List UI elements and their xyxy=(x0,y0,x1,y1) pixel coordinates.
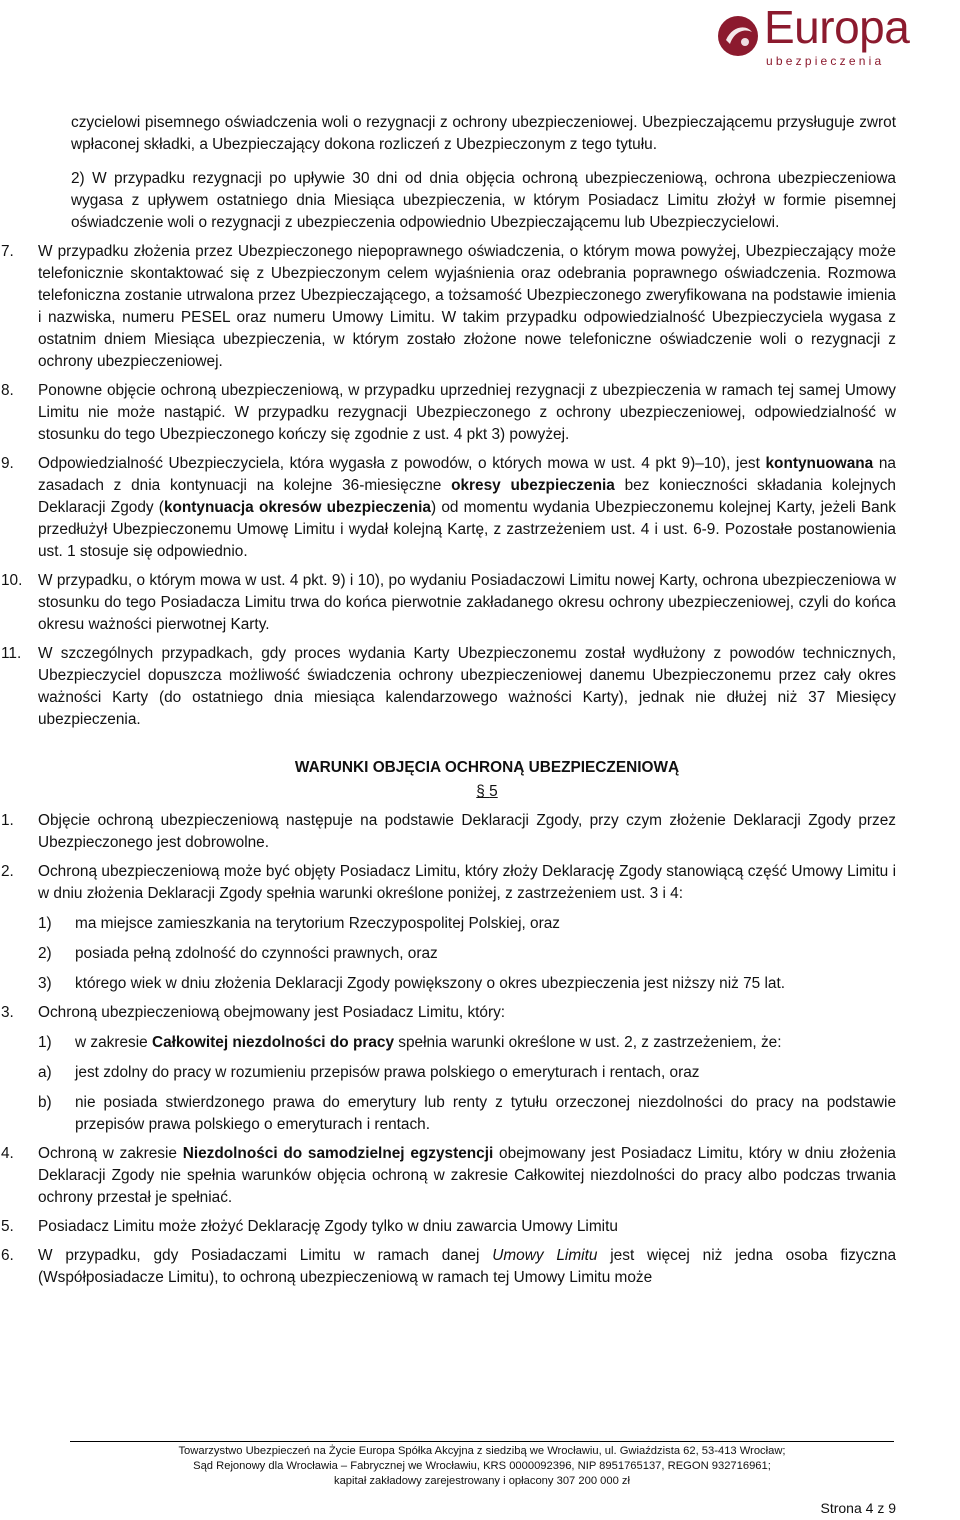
clause-10: 10. W przypadku, o którym mowa w ust. 4 pkt. 9) i 10), po wydaniu Posiadaczowi Limitu nowej Karty, ochrona ubezpieczeniowa w stosunku do tego Posiadacza Limitu trwa do końca pierwotnie zakładanego okresu ochrony ubezpieczeniowej, czyli do końca okresu ważności pierwotnej Karty. xyxy=(1,572,896,633)
footer-divider xyxy=(70,1441,894,1442)
paragraph-intro: czycielowi pisemnego oświadczenia woli o rezygnacji z ochrony ubezpieczeniowej. Ubezpieczającemu przysługuje zwrot wpłaconej składki, a Ubezpieczający dokona rozliczeń z Ubezpieczonym z tego tytułu. xyxy=(71,114,896,153)
list-item: 1) w zakresie Całkowitej niezdolności do pracy spełnia warunki określone w ust. 2, z zastrzeżeniem, że: xyxy=(38,1034,782,1051)
list-item: 3) którego wiek w dniu złożenia Deklaracji Zgody powiększony o okres ubezpieczenia jest niższy niż 75 lat. xyxy=(38,975,786,992)
list-item: b) nie posiada stwierdzonego prawa do emerytury lub renty z tytułu orzeczonej niezdolności do pracy na podstawie przepisów prawa polskiego o emeryturach i rentach. xyxy=(38,1094,896,1133)
clause-number: 8. xyxy=(1,382,14,399)
list-item: 2) posiada pełną zdolność do czynności prawnych, oraz xyxy=(38,945,438,962)
section-clause-3: 3. Ochroną ubezpieczeniową obejmowany jest Posiadacz Limitu, który: xyxy=(1,1004,506,1021)
section-clause-2: 2. Ochroną ubezpieczeniową może być objęty Posiadacz Limitu, który złoży Deklarację Zgody stanowiącą część Umowy Limitu i w dniu złożenia Deklaracji Zgody spełnia warunki określone poniżej, z zastrzeżeniem ust. 3 i 4: xyxy=(1,863,896,902)
clause-7: 7. W przypadku złożenia przez Ubezpieczonego niepoprawnego oświadczenia, o którym mowa powyżej, Ubezpieczający może telefonicznie skontaktować się z Ubezpieczonym celem wyjaśnienia oraz odebrania poprawnego oświadczenia. Rozmowa telefoniczna zostanie utrwalona przez Ubezpieczającego, a tożsamość Ubezpieczonego zweryfikowana na podstawie imienia i nazwiska, numeru PESEL oraz numeru Umowy Limitu. W takim przypadku odpowiedzialność Ubezpieczyciela wygasa z ostatnim dniem Miesiąca ubezpieczenia, w którym zostało złożone nowe telefoniczne oświadczenie woli o rezygnacji z ochrony ubezpieczeniowej. xyxy=(1,243,896,370)
section-clause-1: 1. Objęcie ochroną ubezpieczeniową następuje na podstawie Deklaracji Zgody, przy czym złożenie Deklaracji Zgody przez Ubezpieczonego jest dobrowolne. xyxy=(1,812,896,851)
clause-9: 9. Odpowiedzialność Ubezpieczyciela, która wygasła z powodów, o których mowa w ust. 4 pkt 9)–10), jest kontynuowana na zasadach z dnia kontynuacji na kolejne 36-miesięczne okresy ubezpieczenia bez konieczności składania kolejnych Deklaracji Zgody (kontynuacja okresów ubezpieczenia) od momentu wydania Ubezpieczonemu kolejnej Karty, jeżeli Bank przedłużył Ubezpieczonemu Umowę Limitu i wydał kolejną Kartę, z zastrzeżeniem ust. 4 i ust. 6-9. Pozostałe postanowienia ust. 1 stosuje się odpowiednio. xyxy=(1,455,896,560)
footer-line-2: Sąd Rejonowy dla Wrocławia – Fabrycznej we Wrocławiu, KRS 0000092396, NIP 8951765137, REGON 932716961; xyxy=(193,1460,771,1472)
section-clause-6: 6. W przypadku, gdy Posiadaczami Limitu w ramach danej Umowy Limitu jest więcej niż jedna osoba fizyczna (Współposiadacze Limitu), to ochroną ubezpieczeniową w ramach tej Umowy Limitu może xyxy=(1,1247,896,1286)
section-number: § 5 xyxy=(476,783,498,800)
clause-number: 11. xyxy=(1,645,22,662)
paragraph-subpoint-2: 2) W przypadku rezygnacji po upływie 30 dni od dnia objęcia ochroną ubezpieczeniową, ochrona ubezpieczeniowa wygasa z upływem ostatniego dnia Miesiąca ubezpieczenia, w którym Posiadacz Limitu złożył w formie pisemnej oświadczenie woli o rezygnacji z ubezpieczenia odpowiednio Ubezpieczającemu lub Ubezpieczycielowi. xyxy=(71,170,896,231)
logo-swirl-icon xyxy=(714,12,762,60)
footer-line-1: Towarzystwo Ubezpieczeń na Życie Europa Spółka Akcyjna z siedzibą we Wrocławiu, ul. Gwiaździsta 62, 53-413 Wrocław; xyxy=(178,1445,786,1457)
footer xyxy=(70,1444,894,1489)
logo-subtitle: ubezpieczenia xyxy=(766,54,885,68)
clause-11: 11. W szczególnych przypadkach, gdy proces wydania Karty Ubezpieczonemu został wydłużony z powodów technicznych, Ubezpieczyciel dopuszcza możliwość świadczenia ochrony ubezpieczeniowej danemu Ubezpieczonemu przez cały okres ważności Karty (do ostatniego dnia miesiąca kalendarzowego ważności Karty), jednak nie dłużej niż 37 Miesięcy ubezpieczenia. xyxy=(1,645,896,728)
clause-number: 7. xyxy=(1,243,14,260)
section-clause-5: 5. Posiadacz Limitu może złożyć Deklarację Zgody tylko w dniu zawarcia Umowy Limitu xyxy=(1,1218,618,1235)
clause-number: 10. xyxy=(1,572,23,589)
page-number: Strona 4 z 9 xyxy=(820,1500,896,1516)
list-item: 1) ma miejsce zamieszkania na terytorium Rzeczypospolitej Polskiej, oraz xyxy=(38,915,560,932)
section-clause-4: 4. Ochroną w zakresie Niezdolności do samodzielnej egzystencji obejmowany jest Posiadacz Limitu, który w dniu złożenia Deklaracji Zgody nie spełnia warunków objęcia ochroną w zakresie Całkowitej niezdolności do pracy albo podczas trwania ochrony przestał je spełniać. xyxy=(1,1145,896,1206)
footer-line-3: kapitał zakładowy zarejestrowany i opłacony 307 200 000 zł xyxy=(333,1475,631,1487)
section-heading: WARUNKI OBJĘCIA OCHRONĄ UBEZPIECZENIOWĄ xyxy=(294,759,680,776)
section-sign: § xyxy=(476,783,490,800)
clause-number: 9. xyxy=(1,455,14,472)
list-item: a) jest zdolny do pracy w rozumieniu przepisów prawa polskiego o emeryturach i rentach, oraz xyxy=(38,1064,700,1081)
clause-8: 8. Ponowne objęcie ochroną ubezpieczeniową, w przypadku uprzedniej rezygnacji z ubezpieczenia w ramach tej samej Umowy Limitu nie może nastąpić. W przypadku rezygnacji Ubezpieczonego z ochrony ubezpieczeniowej, odpowiedzialność w stosunku do tego Ubezpieczonego kończy się zgodnie z ust. 4 pkt 3) powyżej. xyxy=(1,382,896,443)
logo-wordmark: Europa xyxy=(764,1,910,53)
document-body xyxy=(1,112,896,1289)
europa-logo xyxy=(714,1,954,68)
